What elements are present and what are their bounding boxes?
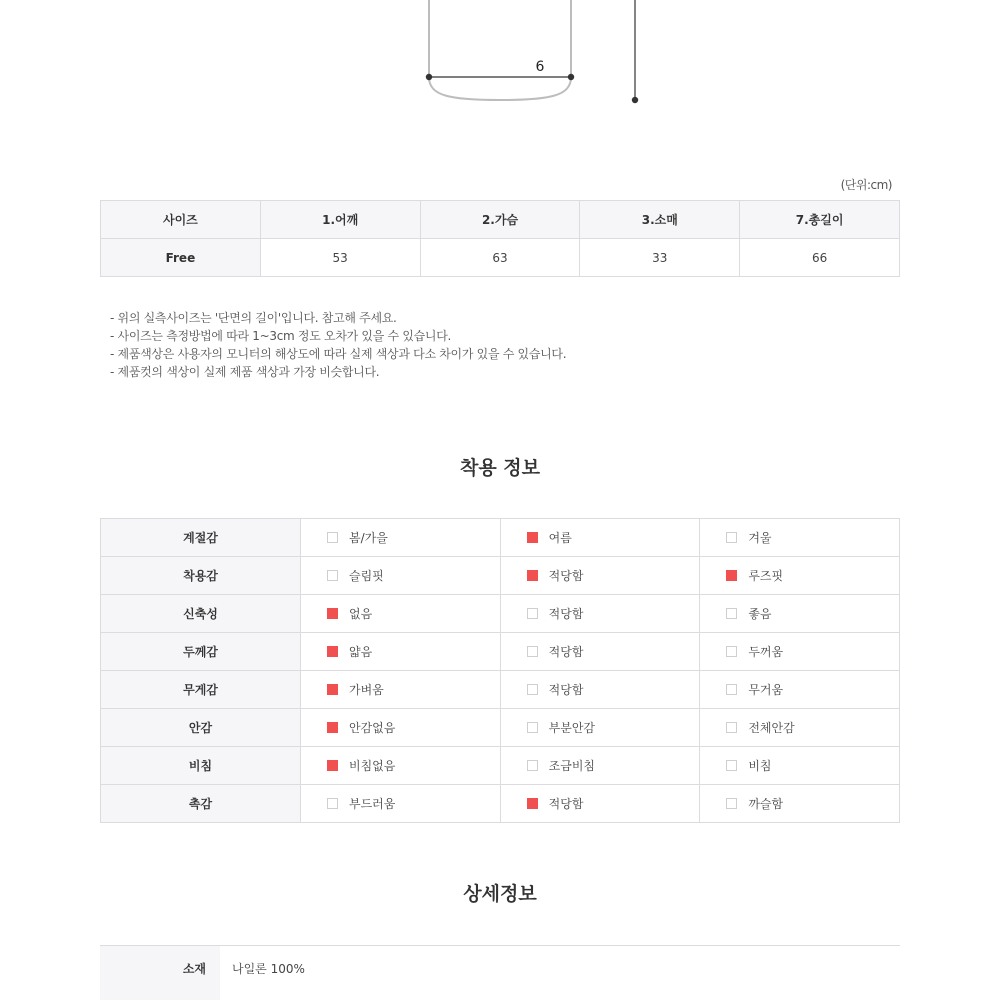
fit-option bbox=[700, 595, 900, 633]
fit-option bbox=[700, 671, 900, 709]
fit-option bbox=[500, 747, 700, 785]
note-item: - 위의 실측사이즈는 '단면의 길이'입니다. 참고해 주세요. bbox=[110, 311, 397, 325]
detail-label: 소재 bbox=[100, 946, 220, 1000]
detail-info-table bbox=[100, 945, 900, 1000]
checked-box-icon bbox=[527, 570, 538, 581]
size-header-cell: 7.총길이 bbox=[740, 201, 900, 239]
unchecked-box-icon bbox=[726, 722, 737, 733]
unchecked-box-icon bbox=[726, 608, 737, 619]
fit-row bbox=[101, 709, 900, 747]
fit-option bbox=[301, 709, 501, 747]
fit-option-label: 무거움 bbox=[748, 683, 784, 697]
detail-info-title: 상세정보 bbox=[463, 883, 537, 905]
fit-row-label: 촉감 bbox=[101, 785, 301, 823]
fit-option-label: 적당함 bbox=[548, 797, 584, 811]
detail-row bbox=[100, 946, 900, 1000]
size-header-cell: 1.어깨 bbox=[260, 201, 420, 239]
size-header-cell: 사이즈 bbox=[101, 201, 261, 239]
checked-box-icon bbox=[726, 570, 737, 581]
fit-option bbox=[301, 747, 501, 785]
fit-option bbox=[500, 595, 700, 633]
fit-option-label: 가벼움 bbox=[349, 683, 384, 697]
note-item: - 사이즈는 측정방법에 따라 1~3cm 정도 오차가 있을 수 있습니다. bbox=[110, 329, 452, 343]
fit-option bbox=[700, 633, 900, 671]
fit-row bbox=[101, 747, 900, 785]
unit-note: (단위:cm) bbox=[840, 178, 892, 192]
sleeve-outline bbox=[429, 0, 571, 100]
fit-option-label: 전체안감 bbox=[748, 721, 795, 735]
fit-row-label: 신축성 bbox=[101, 595, 301, 633]
fit-option-label: 비침 bbox=[748, 759, 772, 773]
fit-option-label: 부드러움 bbox=[349, 797, 396, 811]
fit-row-label: 계절감 bbox=[101, 519, 301, 557]
unchecked-box-icon bbox=[527, 608, 538, 619]
size-value-cell: 66 bbox=[740, 239, 900, 277]
unchecked-box-icon bbox=[527, 646, 538, 657]
fit-row-label: 두께감 bbox=[101, 633, 301, 671]
fit-option bbox=[500, 519, 700, 557]
fit-option bbox=[500, 557, 700, 595]
unchecked-box-icon bbox=[327, 798, 338, 809]
unchecked-box-icon bbox=[726, 798, 737, 809]
fit-option bbox=[500, 709, 700, 747]
fit-option-label: 겨울 bbox=[748, 531, 772, 545]
fit-option-label: 적당함 bbox=[548, 569, 584, 583]
unchecked-box-icon bbox=[726, 760, 737, 771]
fit-option-label: 두꺼움 bbox=[748, 645, 784, 659]
note-item: - 제품컷의 색상이 실제 제품 색상과 가장 비슷합니다. bbox=[110, 365, 380, 379]
fit-row-label: 안감 bbox=[101, 709, 301, 747]
fit-option-label: 루즈핏 bbox=[748, 569, 784, 583]
unchecked-box-icon bbox=[527, 684, 538, 695]
fit-option bbox=[500, 785, 700, 823]
fit-option-label: 조금비침 bbox=[548, 759, 596, 773]
fit-option bbox=[500, 633, 700, 671]
size-table-header-row bbox=[101, 201, 900, 239]
size-header-cell: 2.가슴 bbox=[420, 201, 580, 239]
fit-option bbox=[700, 519, 900, 557]
checked-box-icon bbox=[527, 798, 538, 809]
fit-row bbox=[101, 785, 900, 823]
measure-start-dot bbox=[426, 74, 432, 80]
fit-row bbox=[101, 519, 900, 557]
checked-box-icon bbox=[327, 684, 338, 695]
fit-row bbox=[101, 633, 900, 671]
fit-option-label: 얇음 bbox=[349, 645, 373, 659]
unchecked-box-icon bbox=[726, 684, 737, 695]
checked-box-icon bbox=[327, 722, 338, 733]
fit-option-label: 안감없음 bbox=[349, 721, 396, 735]
measure-end-dot bbox=[568, 74, 574, 80]
fit-row-label: 무게감 bbox=[101, 671, 301, 709]
fit-option-label: 적당함 bbox=[548, 683, 584, 697]
unchecked-box-icon bbox=[327, 532, 338, 543]
fit-option bbox=[700, 785, 900, 823]
length-end-dot bbox=[632, 97, 638, 103]
checked-box-icon bbox=[327, 646, 338, 657]
fit-info-table bbox=[100, 518, 900, 823]
fit-option bbox=[301, 519, 501, 557]
checked-box-icon bbox=[527, 532, 538, 543]
fit-option-label: 없음 bbox=[349, 607, 373, 621]
fit-option-label: 봄/가을 bbox=[349, 531, 388, 545]
fit-row-label: 비침 bbox=[101, 747, 301, 785]
size-value-cell: 33 bbox=[580, 239, 740, 277]
fit-option bbox=[500, 671, 700, 709]
fit-option-label: 비침없음 bbox=[349, 759, 396, 773]
note-item: - 제품색상은 사용자의 모니터의 해상도에 따라 실제 색상과 다소 차이가 있을 수 있습니다. bbox=[110, 347, 567, 361]
size-value-cell: 63 bbox=[420, 239, 580, 277]
detail-value: 나일론 100% bbox=[232, 962, 305, 976]
fit-row bbox=[101, 595, 900, 633]
fit-option bbox=[700, 557, 900, 595]
fit-option bbox=[301, 785, 501, 823]
fit-row bbox=[101, 557, 900, 595]
checked-box-icon bbox=[327, 608, 338, 619]
measure-label: 6 bbox=[535, 59, 545, 75]
size-name-cell: Free bbox=[101, 239, 261, 277]
fit-row-label: 착용감 bbox=[101, 557, 301, 595]
unchecked-box-icon bbox=[726, 532, 737, 543]
fit-option-label: 적당함 bbox=[548, 645, 584, 659]
fit-option-label: 부분안감 bbox=[548, 721, 596, 735]
fit-option-label: 슬림핏 bbox=[349, 569, 384, 583]
fit-option bbox=[301, 671, 501, 709]
fit-option-label: 여름 bbox=[548, 531, 572, 545]
fit-info-title: 착용 정보 bbox=[459, 457, 541, 479]
fit-option-label: 까슬함 bbox=[748, 797, 784, 811]
fit-option bbox=[700, 747, 900, 785]
fit-row bbox=[101, 671, 900, 709]
fit-option-label: 적당함 bbox=[548, 607, 584, 621]
fit-option bbox=[301, 557, 501, 595]
fit-option bbox=[301, 595, 501, 633]
size-header-cell: 3.소매 bbox=[580, 201, 740, 239]
unchecked-box-icon bbox=[527, 760, 538, 771]
size-table-row bbox=[101, 239, 900, 277]
measurement-diagram bbox=[0, 0, 1000, 120]
fit-option-label: 좋음 bbox=[748, 607, 772, 621]
unchecked-box-icon bbox=[726, 646, 737, 657]
unchecked-box-icon bbox=[327, 570, 338, 581]
unchecked-box-icon bbox=[527, 722, 538, 733]
fit-option bbox=[700, 709, 900, 747]
size-table bbox=[100, 200, 900, 277]
fit-option bbox=[301, 633, 501, 671]
size-notes bbox=[110, 309, 566, 381]
size-value-cell: 53 bbox=[260, 239, 420, 277]
checked-box-icon bbox=[327, 760, 338, 771]
